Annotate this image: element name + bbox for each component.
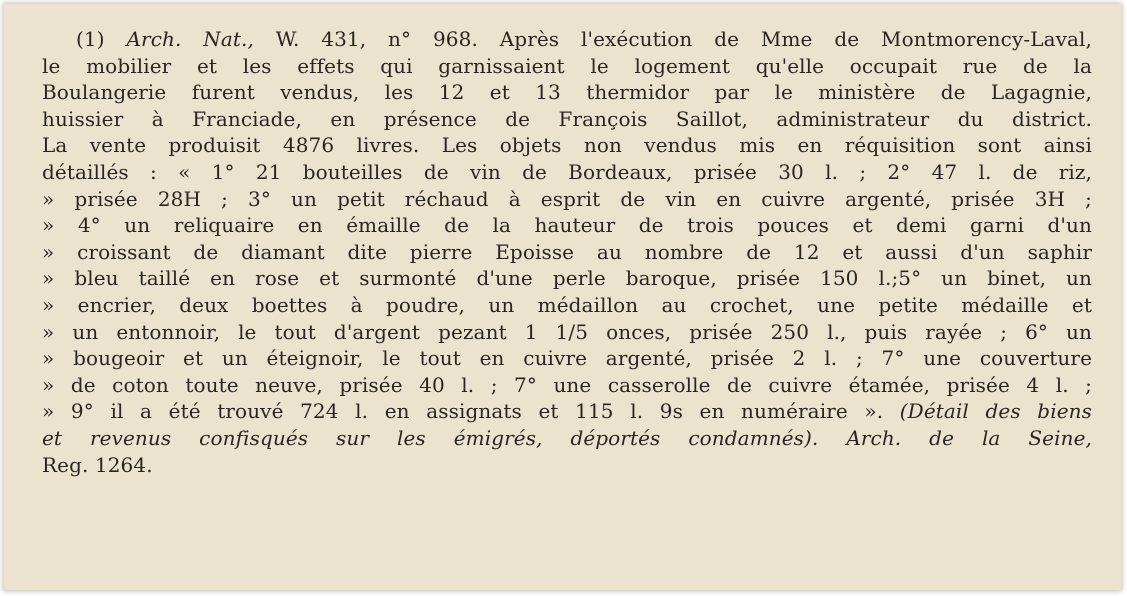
body-text: le mobilier et les effets qui garnissaient le logement qu'elle occupait rue de la <box>42 53 1092 78</box>
citation-text: et revenus confisqués sur les émigrés, déportés condamnés). Arch. de la Seine, <box>42 425 1092 450</box>
scanned-page <box>4 4 1121 590</box>
footnote-line <box>42 53 1092 80</box>
footnote-line <box>42 132 1092 159</box>
footnote-text <box>42 26 1092 478</box>
footnote-line <box>42 106 1092 133</box>
footnote-line <box>42 345 1092 372</box>
body-text: » 9° il a été trouvé 724 l. en assignats et 115 l. 9s en numéraire ». <box>42 399 900 424</box>
footnote-line <box>42 292 1092 319</box>
body-text: » bougeoir et un éteignoir, le tout en cuivre argenté, prisée 2 l. ; 7° une couverture <box>42 346 1092 371</box>
footnote-line <box>42 26 1092 53</box>
body-text: » bleu taillé en rose et surmonté d'une perle baroque, prisée 150 l.;5° un binet, un <box>42 266 1092 291</box>
footnote-line <box>42 265 1092 292</box>
footnote-line <box>42 159 1092 186</box>
footnote-line <box>42 186 1092 213</box>
body-text: Reg. 1264. <box>42 452 153 477</box>
body-text: » croissant de diamant dite pierre Epoisse au nombre de 12 et aussi d'un saphir <box>42 239 1092 264</box>
footnote-line <box>42 239 1092 266</box>
body-text: » de coton toute neuve, prisée 40 l. ; 7° une casserolle de cuivre étamée, prisée 4 l. ; <box>42 372 1092 397</box>
footnote-line <box>42 79 1092 106</box>
body-text: détaillés : « 1° 21 bouteilles de vin de Bordeaux, prisée 30 l. ; 2° 47 l. de riz, <box>42 159 1092 184</box>
body-text: » encrier, deux boettes à poudre, un médaillon au crochet, une petite médaille et <box>42 292 1092 317</box>
body-text: (1) <box>76 27 127 51</box>
body-text: » prisée 28H ; 3° un petit réchaud à esprit de vin en cuivre argenté, prisée 3H ; <box>42 186 1092 211</box>
body-text: W. 431, n° 968. Après l'exécution de Mme de Montmorency-Laval, <box>253 27 1092 51</box>
footnote-line <box>42 372 1092 399</box>
citation-text: (Détail des biens <box>899 399 1092 424</box>
body-text: La vente produisit 4876 livres. Les objets non vendus mis en réquisition sont ainsi <box>42 133 1092 158</box>
footnote-line <box>42 398 1092 425</box>
footnote-line <box>42 212 1092 239</box>
footnote-line <box>42 319 1092 346</box>
body-text: » un entonnoir, le tout d'argent pezant 1 1/5 onces, prisée 250 l., puis rayée ; 6° un <box>42 319 1092 344</box>
body-text: » 4° un reliquaire en émaille de la hauteur de trois pouces et demi garni d'un <box>42 213 1092 238</box>
footnote-line <box>42 425 1092 452</box>
citation-text: Arch. Nat., <box>126 27 254 51</box>
footnote-line <box>42 452 1092 479</box>
body-text: huissier à Franciade, en présence de François Saillot, administrateur du district. <box>42 106 1092 131</box>
body-text: Boulangerie furent vendus, les 12 et 13 thermidor par le ministère de Lagagnie, <box>42 80 1092 105</box>
